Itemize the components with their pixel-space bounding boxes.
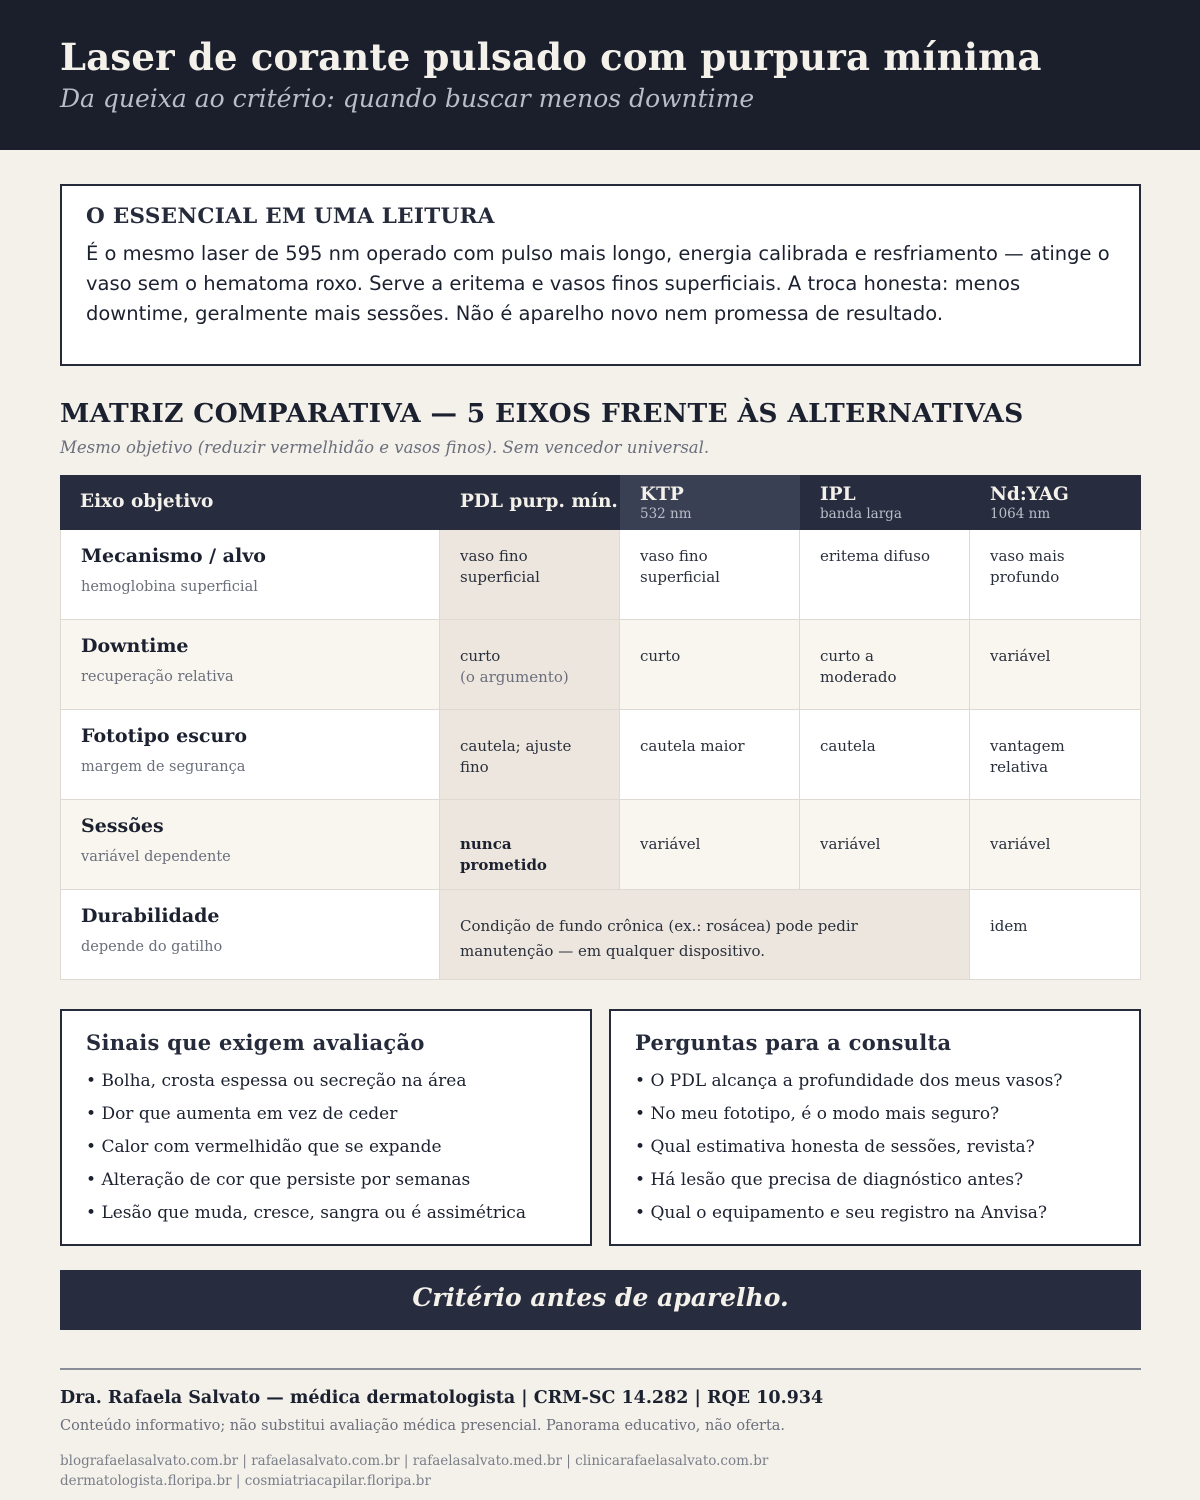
row-sessoes-ipl: variável	[800, 800, 970, 890]
header-ndyag: Nd:YAG 1064 nm	[970, 475, 1141, 530]
list-item: • Bolha, crosta espessa ou secreção na área	[86, 1065, 566, 1098]
page-subtitle: Da queixa ao critério: quando buscar menos downtime	[60, 84, 755, 113]
row-mecanismo-ipl: eritema difuso	[800, 530, 970, 620]
row-sessoes-ktp: variável	[620, 800, 800, 890]
row-fototipo-ktp: cautela maior	[620, 710, 800, 800]
row-sessoes-ndyag: variável	[970, 800, 1141, 890]
row-sessoes-pdl: nunca prometido	[440, 800, 620, 890]
essential-text: É o mesmo laser de 595 nm operado com pulso mais longo, energia calibrada e resfriamento — atinge o vaso sem o hematoma roxo. Serve a eritema e vasos finos superficiais. A troca honesta: menos downtime, geralmente mais sessões. Não é aparelho novo nem promessa de resultado.	[86, 242, 1110, 325]
warning-signs-heading: Sinais que exigem avaliação	[86, 1030, 425, 1055]
list-item: • Lesão que muda, cresce, sangra ou é assimétrica	[86, 1197, 566, 1230]
comparison-table	[60, 475, 1141, 981]
row-durabilidade-axis: Durabilidade depende do gatilho	[60, 890, 440, 980]
row-fototipo-pdl: cautela; ajuste fino	[440, 710, 620, 800]
warning-signs-box	[60, 1009, 592, 1246]
header-axis: Eixo objetivo	[60, 475, 440, 530]
row-downtime-ktp: curto	[620, 620, 800, 710]
header-ktp: KTP 532 nm	[620, 475, 800, 530]
row-fototipo-axis: Fototipo escuro margem de segurança	[60, 710, 440, 800]
list-item: • No meu fototipo, é o modo mais seguro?	[635, 1098, 1115, 1131]
list-item: • Calor com vermelhidão que se expande	[86, 1131, 566, 1164]
list-item: • Dor que aumenta em vez de ceder	[86, 1098, 566, 1131]
page-title: Laser de corante pulsado com purpura mínima	[60, 35, 1042, 79]
row-durabilidade-span: Condição de fundo crônica (ex.: rosácea) pode pedir manutenção — em qualquer dispositivo.	[440, 890, 970, 980]
footer-divider	[60, 1368, 1141, 1370]
row-sessoes-axis: Sessões variável dependente	[60, 800, 440, 890]
row-mecanismo-axis: Mecanismo / alvo hemoglobina superficial	[60, 530, 440, 620]
matrix-subtitle: Mesmo objetivo (reduzir vermelhidão e vasos finos). Sem vencedor universal.	[60, 438, 710, 457]
list-item: • Qual o equipamento e seu registro na Anvisa?	[635, 1197, 1115, 1230]
row-downtime-axis: Downtime recuperação relativa	[60, 620, 440, 710]
warning-signs-list	[86, 1065, 566, 1230]
list-item: • Qual estimativa honesta de sessões, revista?	[635, 1131, 1115, 1164]
author-credit: Dra. Rafaela Salvato — médica dermatologista | CRM-SC 14.282 | RQE 10.934	[60, 1388, 824, 1408]
row-fototipo-ndyag: vantagem relativa	[970, 710, 1141, 800]
header-pdl: PDL purp. mín.	[440, 475, 620, 530]
footer-links	[60, 1451, 768, 1491]
page-header	[0, 0, 1200, 150]
essential-heading: O ESSENCIAL EM UMA LEITURA	[86, 204, 495, 229]
row-durabilidade-ndyag: idem	[970, 890, 1141, 980]
footer-links-line-2: dermatologista.floripa.br | cosmiatriacapilar.floripa.br	[60, 1473, 431, 1489]
consult-questions-list	[635, 1065, 1115, 1230]
matrix-title: MATRIZ COMPARATIVA — 5 EIXOS FRENTE ÀS ALTERNATIVAS	[60, 398, 1024, 429]
row-downtime-ipl: curto a moderado	[800, 620, 970, 710]
pdl-downtime-note: (o argumento)	[460, 668, 569, 686]
criterion-banner: Critério antes de aparelho.	[60, 1270, 1141, 1330]
row-mecanismo-ktp: vaso fino superficial	[620, 530, 800, 620]
list-item: • Alteração de cor que persiste por semanas	[86, 1164, 566, 1197]
footer-links-line-1: blografaelasalvato.com.br | rafaelasalvato.com.br | rafaelasalvato.med.br | clinicarafaelasalvato.com.br	[60, 1453, 769, 1469]
row-mecanismo-pdl: vaso fino superficial	[440, 530, 620, 620]
list-item: • Há lesão que precisa de diagnóstico antes?	[635, 1164, 1115, 1197]
list-item: • O PDL alcança a profundidade dos meus vasos?	[635, 1065, 1115, 1098]
row-fototipo-ipl: cautela	[800, 710, 970, 800]
row-downtime-pdl: curto (o argumento)	[440, 620, 620, 710]
disclaimer: Conteúdo informativo; não substitui avaliação médica presencial. Panorama educativo, não oferta.	[60, 1418, 786, 1434]
consult-questions-heading: Perguntas para a consulta	[635, 1030, 952, 1055]
consult-questions-box	[609, 1009, 1141, 1246]
header-ipl: IPL banda larga	[800, 475, 970, 530]
row-downtime-ndyag: variável	[970, 620, 1141, 710]
essential-box	[60, 184, 1141, 366]
row-mecanismo-ndyag: vaso mais profundo	[970, 530, 1141, 620]
